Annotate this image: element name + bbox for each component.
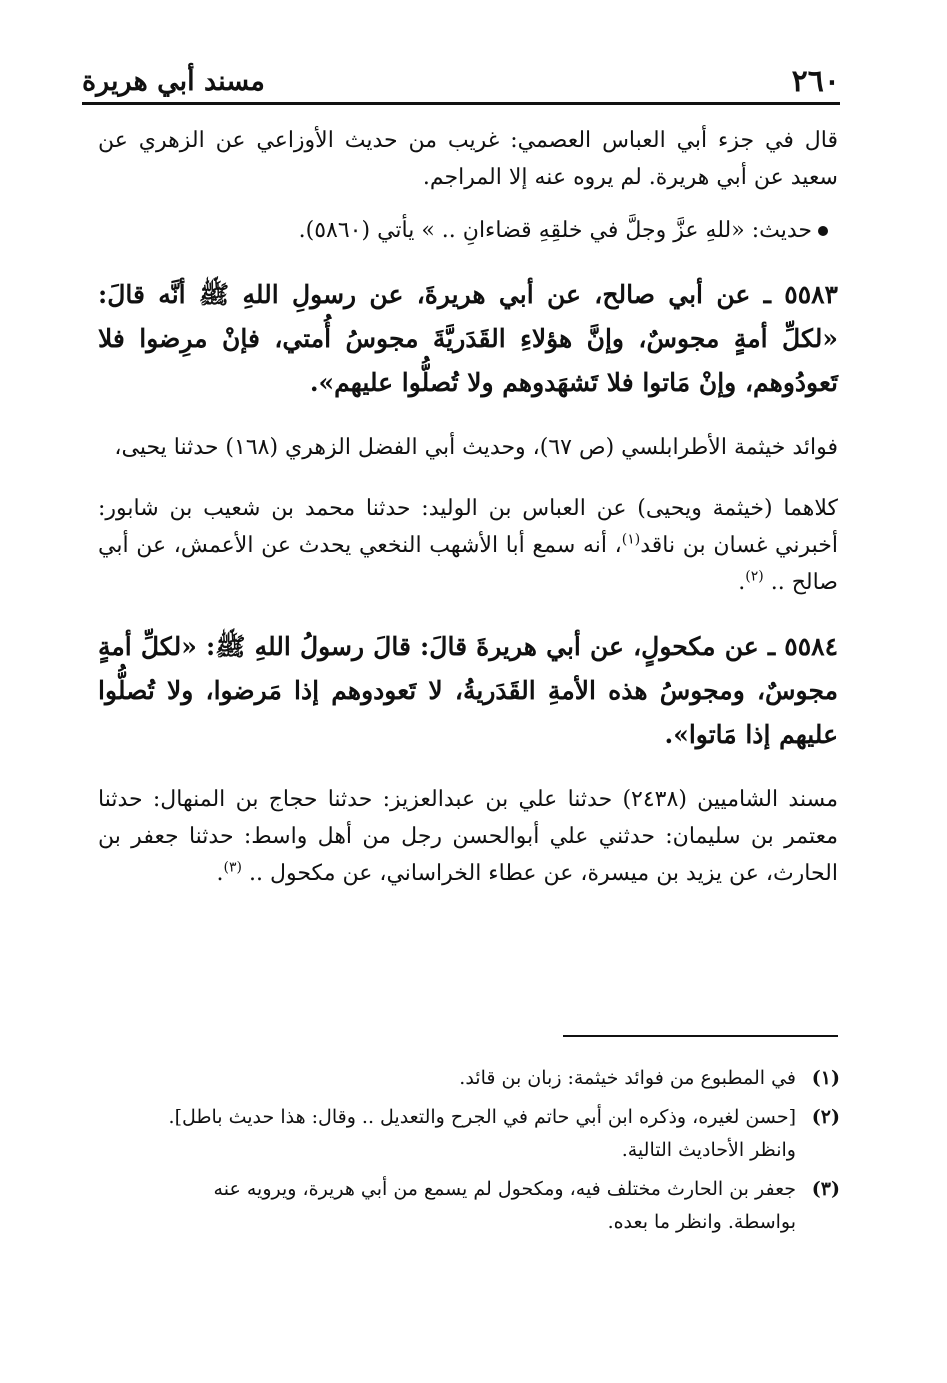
paragraph-text: فوائد خيثمة الأطرابلسي (ص ٦٧)، وحديث أبي الفضل الزهري (١٦٨) حدثنا يحيى، [114, 435, 838, 460]
hadith-number: ٥٥٨٣ ـ [763, 280, 838, 309]
footnote-marker: (١) [811, 1067, 840, 1089]
punctuation: . [738, 570, 746, 595]
cross-reference-line [98, 212, 838, 249]
hadith-5583 [98, 273, 838, 405]
footnote-2 [150, 1101, 840, 1167]
cross-reference-text: حديث: «للهِ عزَّ وجلَّ في خلقِهِ قضاءانِ .. » يأتي (٥٨٦٠). [298, 218, 812, 243]
footnote-ref[interactable]: (٢) [745, 568, 764, 585]
footnote-text: جعفر بن الحارث مختلف فيه، ومكحول لم يسمع من أبي هريرة، ويرويه عنه بواسطة. وانظر ما بعده. [213, 1178, 796, 1233]
page-number: ٢٦٠ [791, 64, 840, 99]
footnotes [150, 1062, 840, 1245]
paragraph-source-note [98, 122, 838, 196]
hadith-text: عن مكحولٍ، عن أبي هريرةَ قالَ: قالَ رسولُ اللهِ ﷺ: «لكلِّ أمةٍ مجوسٌ، ومجوسُ هذه الأمةِ القَدَريةُ، لا تَعودوهم إذا مَرضوا، ولا تُصلُّوا عليهم إذا مَاتوا». [98, 632, 838, 749]
footnote-marker: (٣) [811, 1178, 840, 1200]
paragraph-sources [98, 429, 838, 466]
footnote-3 [150, 1173, 840, 1239]
main-text [98, 122, 838, 892]
footnote-marker: (٢) [811, 1106, 840, 1128]
hadith-number: ٥٥٨٤ ـ [767, 632, 838, 661]
footnote-divider [563, 1035, 838, 1037]
punctuation: . [216, 861, 224, 886]
paragraph-text: مسند الشاميين (٢٤٣٨) حدثنا علي بن عبدالعزيز: حدثنا حجاج بن المنهال: حدثنا معتمر بن سليمان: حدثني علي أبوالحسن رجل من أهل واسط: حدثنا جعفر بن الحارث، عن يزيد بن ميسرة، عن عطاء الخراساني، عن مكحول .. [98, 787, 838, 886]
paragraph-text: ، أنه سمع أبا الأشهب النخعي يحدث عن الأعمش، عن أبي صالح .. [98, 533, 838, 595]
paragraph-musnad-shamiyyin [98, 781, 838, 892]
running-title: مسند أبي هريرة [82, 66, 265, 97]
paragraph-chain [98, 490, 838, 601]
footnote-ref[interactable]: (١) [621, 531, 641, 548]
paragraph-text: كلاهما (خيثمة ويحيى) عن العباس بن الوليد: حدثنا محمد بن شعيب بن شابور: أخبرني غسان بن ناقد [98, 496, 838, 558]
bullet-icon [818, 226, 828, 236]
hadith-5584 [98, 625, 838, 757]
footnote-text: [حسن لغيره، وذكره ابن أبي حاتم في الجرح والتعديل .. وقال: هذا حديث باطل]. وانظر الأحاديث التالية. [168, 1106, 796, 1161]
footnote-ref[interactable]: (٣) [223, 859, 243, 876]
footnote-text: في المطبوع من فوائد خيثمة: زبان بن قائد. [459, 1067, 796, 1089]
page-header [82, 62, 840, 105]
paragraph-text: قال في جزء أبي العباس العصمي: غريب من حديث الأوزاعي عن الزهري عن سعيد عن أبي هريرة. لم يروه عنه إلا المراجم. [98, 128, 838, 190]
hadith-text: عن أبي صالح، عن أبي هريرةَ، عن رسولِ اللهِ ﷺ أنَّه قالَ: «لكلِّ أمةٍ مجوسٌ، وإنَّ هؤلاءِ القَدَريَّةَ مجوسُ أُمتي، فإنْ مرِضوا فلا تَعودُوهم، وإنْ مَاتوا فلا تَشهَدوهم ولا تُصلُّوا عليهم». [98, 280, 838, 397]
footnote-1 [150, 1062, 840, 1095]
